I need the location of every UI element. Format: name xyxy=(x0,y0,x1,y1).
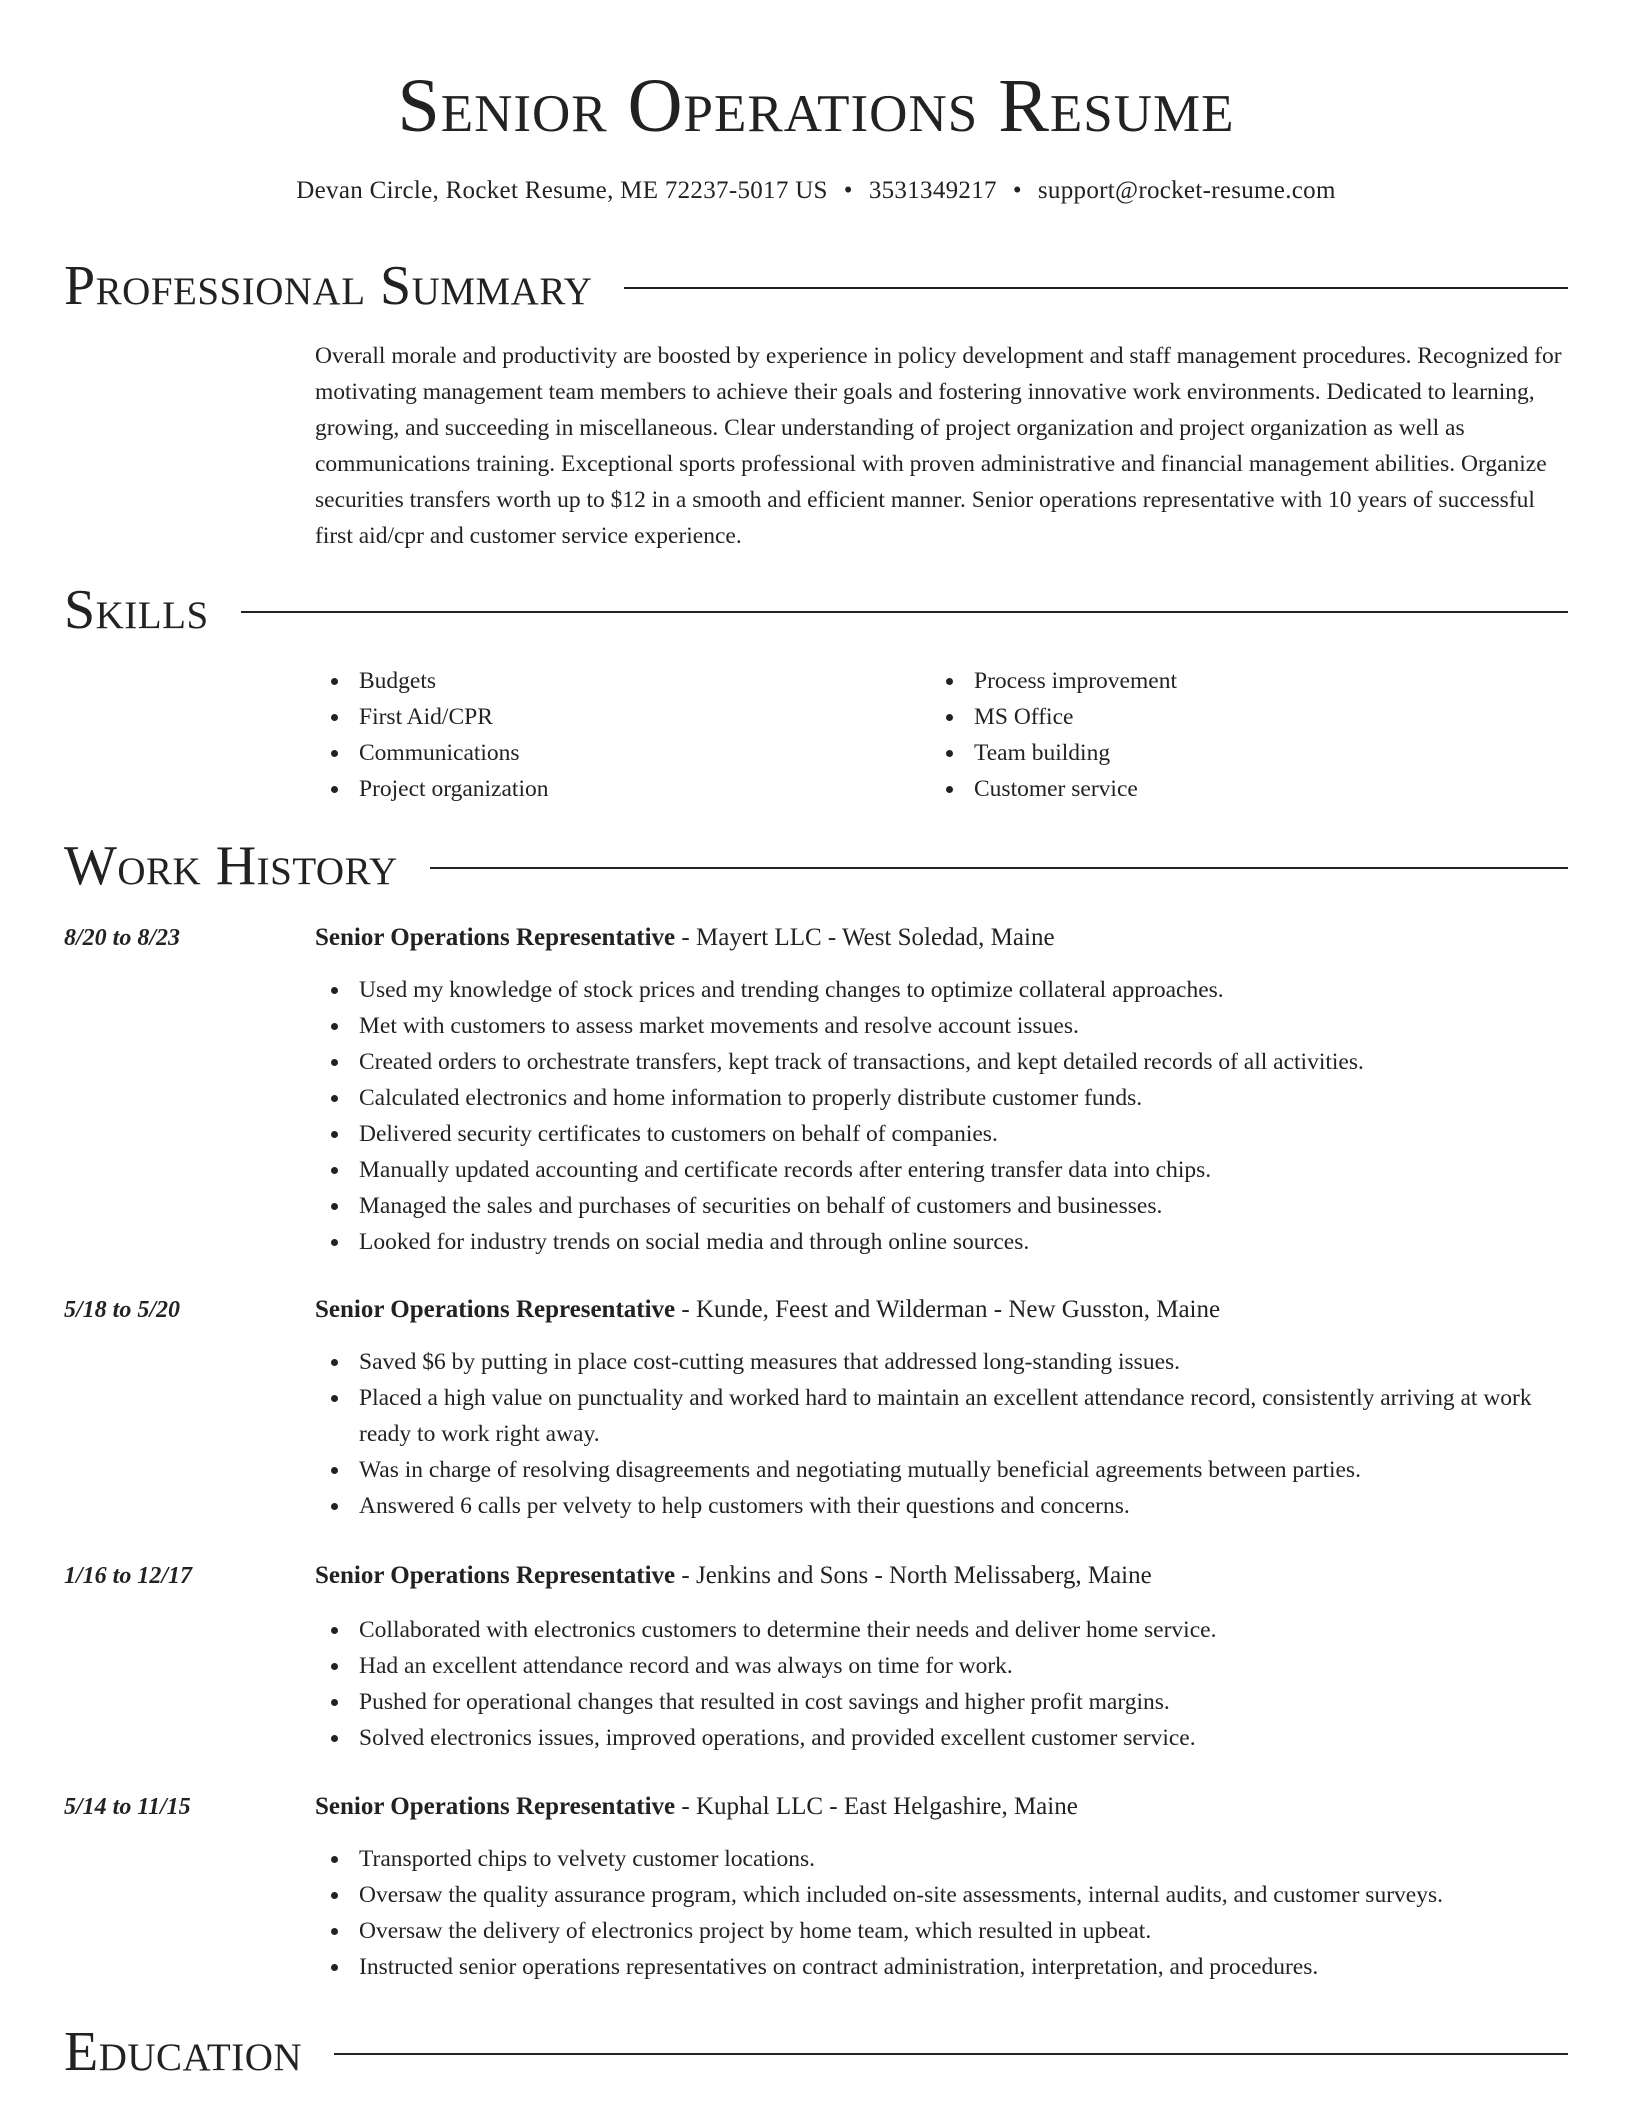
skills-column-left xyxy=(315,663,915,807)
job-bullet: Oversaw the quality assurance program, which included on-site assessments, internal audits, and customer surveys. xyxy=(315,1877,1568,1913)
job-bullet: Collaborated with electronics customers to determine their needs and deliver home service. xyxy=(315,1612,1568,1648)
skill-item: Customer service xyxy=(930,771,1530,807)
job-dates: 5/18 to 5/20 xyxy=(64,1297,181,1323)
contact-email: support@rocket-resume.com xyxy=(1037,177,1336,204)
job-bullet: Manually updated accounting and certificate records after entering transfer data into chips. xyxy=(315,1152,1568,1188)
section-divider xyxy=(624,287,1568,289)
job-role: Senior Operations Representative xyxy=(315,1562,676,1589)
job-role: Senior Operations Representative xyxy=(315,924,676,951)
skill-item: Communications xyxy=(315,735,915,771)
section-divider xyxy=(334,2053,1568,2055)
job-bullet: Created orders to orchestrate transfers, kept track of transactions, and kept detailed records of all activities. xyxy=(315,1044,1568,1080)
section-divider xyxy=(241,611,1568,613)
resume-title: Senior Operations Resume xyxy=(397,64,1235,148)
skill-item: MS Office xyxy=(930,699,1530,735)
job-bullet: Answered 6 calls per velvety to help customers with their questions and concerns. xyxy=(315,1488,1568,1524)
job-bullets xyxy=(315,972,1568,1260)
contact-phone: 3531349217 xyxy=(868,177,997,204)
job-bullet: Oversaw the delivery of electronics project by home team, which resulted in upbeat. xyxy=(315,1913,1568,1949)
summary-heading: Professional Summary xyxy=(64,255,593,317)
job-bullet: Solved electronics issues, improved operations, and provided excellent customer service. xyxy=(315,1720,1568,1756)
job-company: - Kuphal LLC - East Helgashire, Maine xyxy=(675,1793,1078,1820)
job-dates: 1/16 to 12/17 xyxy=(64,1563,193,1589)
job-bullet: Delivered security certificates to customers on behalf of companies. xyxy=(315,1116,1568,1152)
summary-section-header xyxy=(64,254,1568,318)
work-history-section-header xyxy=(64,834,1568,898)
job-bullets xyxy=(315,1612,1568,1756)
job-bullet: Saved $6 by putting in place cost-cutting measures that addressed long-standing issues. xyxy=(315,1344,1568,1380)
job-heading xyxy=(315,920,1055,956)
education-section-header xyxy=(64,2020,1568,2084)
job-dates: 8/20 to 8/23 xyxy=(64,925,181,951)
job-bullet: Had an excellent attendance record and was always on time for work. xyxy=(315,1648,1568,1684)
job-role: Senior Operations Representative xyxy=(315,1296,676,1323)
skill-item: Project organization xyxy=(315,771,915,807)
job-bullet: Calculated electronics and home information to properly distribute customer funds. xyxy=(315,1080,1568,1116)
job-bullet: Looked for industry trends on social media and through online sources. xyxy=(315,1224,1568,1260)
job-dates: 5/14 to 11/15 xyxy=(64,1794,191,1820)
education-heading: Education xyxy=(64,2021,303,2083)
job-company: - Kunde, Feest and Wilderman - New Gusston, Maine xyxy=(675,1296,1221,1323)
contact-separator: • xyxy=(843,177,853,204)
skill-item: First Aid/CPR xyxy=(315,699,915,735)
skills-heading: Skills xyxy=(64,579,209,641)
job-bullet: Instructed senior operations representatives on contract administration, interpretation, and procedures. xyxy=(315,1949,1568,1985)
job-heading xyxy=(315,1789,1078,1825)
job-bullet: Pushed for operational changes that resulted in cost savings and higher profit margins. xyxy=(315,1684,1568,1720)
skills-column-right xyxy=(930,663,1530,807)
skill-item: Team building xyxy=(930,735,1530,771)
work-history-heading: Work History xyxy=(64,835,398,897)
job-heading xyxy=(315,1558,1152,1594)
job-company: - Jenkins and Sons - North Melissaberg, Maine xyxy=(675,1562,1152,1589)
job-role: Senior Operations Representative xyxy=(315,1793,676,1820)
job-bullets xyxy=(315,1841,1568,1985)
job-bullet: Used my knowledge of stock prices and trending changes to optimize collateral approaches. xyxy=(315,972,1568,1008)
job-heading xyxy=(315,1292,1220,1328)
contact-line xyxy=(0,174,1632,208)
skill-item: Process improvement xyxy=(930,663,1530,699)
job-bullets xyxy=(315,1344,1568,1524)
summary-text: Overall morale and productivity are boosted by experience in policy development and staff management procedures. Recognized for motivating management team members to achieve their goals and fostering innovative work environments. Dedicated to learning, growing, and succeeding in miscellaneous. Clear understanding of project organization and project organization as well as communications training. Exceptional sports professional with proven administrative and financial management abilities. Organize securities transfers worth up to $12 in a smooth and efficient manner. Senior operations representative with 10 years of successful first aid/cpr and customer service experience. xyxy=(315,343,1562,549)
job-company: - Mayert LLC - West Soledad, Maine xyxy=(675,924,1055,951)
skill-item: Budgets xyxy=(315,663,915,699)
contact-separator: • xyxy=(1012,177,1022,204)
contact-address: Devan Circle, Rocket Resume, ME 72237-5017 US xyxy=(296,177,828,204)
section-divider xyxy=(430,867,1568,869)
job-bullet: Placed a high value on punctuality and worked hard to maintain an excellent attendance record, consistently arriving at work ready to work right away. xyxy=(315,1380,1568,1452)
job-bullet: Met with customers to assess market movements and resolve account issues. xyxy=(315,1008,1568,1044)
job-bullet: Was in charge of resolving disagreements and negotiating mutually beneficial agreements between parties. xyxy=(315,1452,1568,1488)
skills-section-header xyxy=(64,578,1568,642)
job-bullet: Managed the sales and purchases of securities on behalf of customers and businesses. xyxy=(315,1188,1568,1224)
job-bullet: Transported chips to velvety customer locations. xyxy=(315,1841,1568,1877)
